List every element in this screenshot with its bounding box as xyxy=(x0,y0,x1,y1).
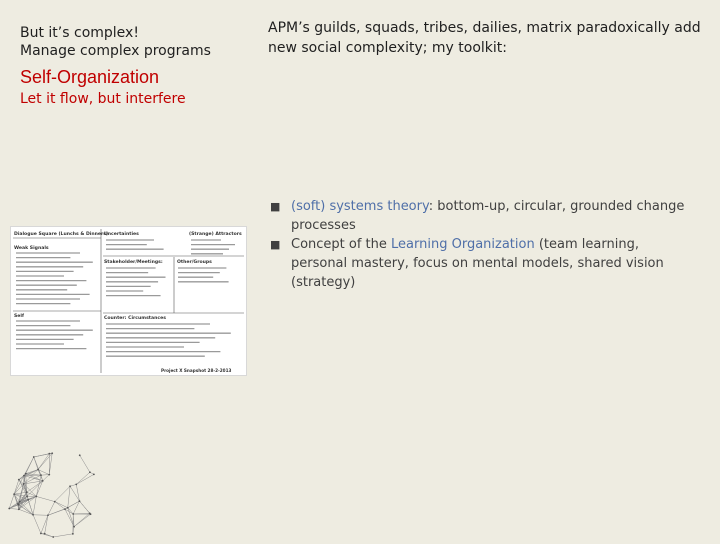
square-bullet-icon: ■ xyxy=(270,235,280,254)
thumb-counter: Counter: Circumstances xyxy=(104,315,166,321)
thumb-heading-left: Dialogue Square (Lunchs & Dinners) xyxy=(14,231,108,237)
thumb-weak-signals: Weak Signals xyxy=(14,245,49,251)
subtitle-line-1: But it’s complex! xyxy=(20,24,260,42)
embedded-slide-thumbnail xyxy=(10,226,247,376)
slide-tagline: Let it flow, but interfere xyxy=(20,90,186,108)
square-bullet-icon: ■ xyxy=(270,197,280,216)
left-subtitle xyxy=(20,24,260,60)
bullet-text: : bottom-up, circular, grounded change processes xyxy=(291,199,684,233)
thumb-self: Self xyxy=(14,313,25,319)
thumb-footer: Project X Snapshot 28-2-2013 xyxy=(161,368,232,373)
thumbnail-text-lines xyxy=(16,240,235,356)
thumb-stakeholder: Stakeholder/Meetings: xyxy=(104,259,163,265)
thumb-heading-right: (Strange) Attractors xyxy=(189,231,242,237)
bullet-item-learning-organization xyxy=(268,235,698,292)
bullet-highlight: Learning Organization xyxy=(391,237,535,252)
bullet-list xyxy=(268,197,698,292)
bullet-item-systems-theory xyxy=(268,197,698,235)
bullet-text: (team learning, personal mastery, focus on mental models, shared vision (strategy) xyxy=(291,237,664,290)
slide-title: Self-Organization xyxy=(20,66,159,88)
bullet-highlight: (soft) systems theory xyxy=(291,199,429,214)
thumb-heading-mid: Uncertainties xyxy=(104,231,139,237)
bullet-prefix: Concept of the xyxy=(291,237,391,252)
right-heading: APM’s guilds, squads, tribes, dailies, matrix paradoxically add new social complexity; my toolkit: xyxy=(268,18,708,58)
network-graph-canvas xyxy=(0,430,100,540)
subtitle-line-2: Manage complex programs xyxy=(20,42,260,60)
network-graph-icon xyxy=(0,430,100,540)
thumb-other-groups: Other/Groups xyxy=(177,259,212,265)
thumbnail-canvas xyxy=(11,227,246,375)
